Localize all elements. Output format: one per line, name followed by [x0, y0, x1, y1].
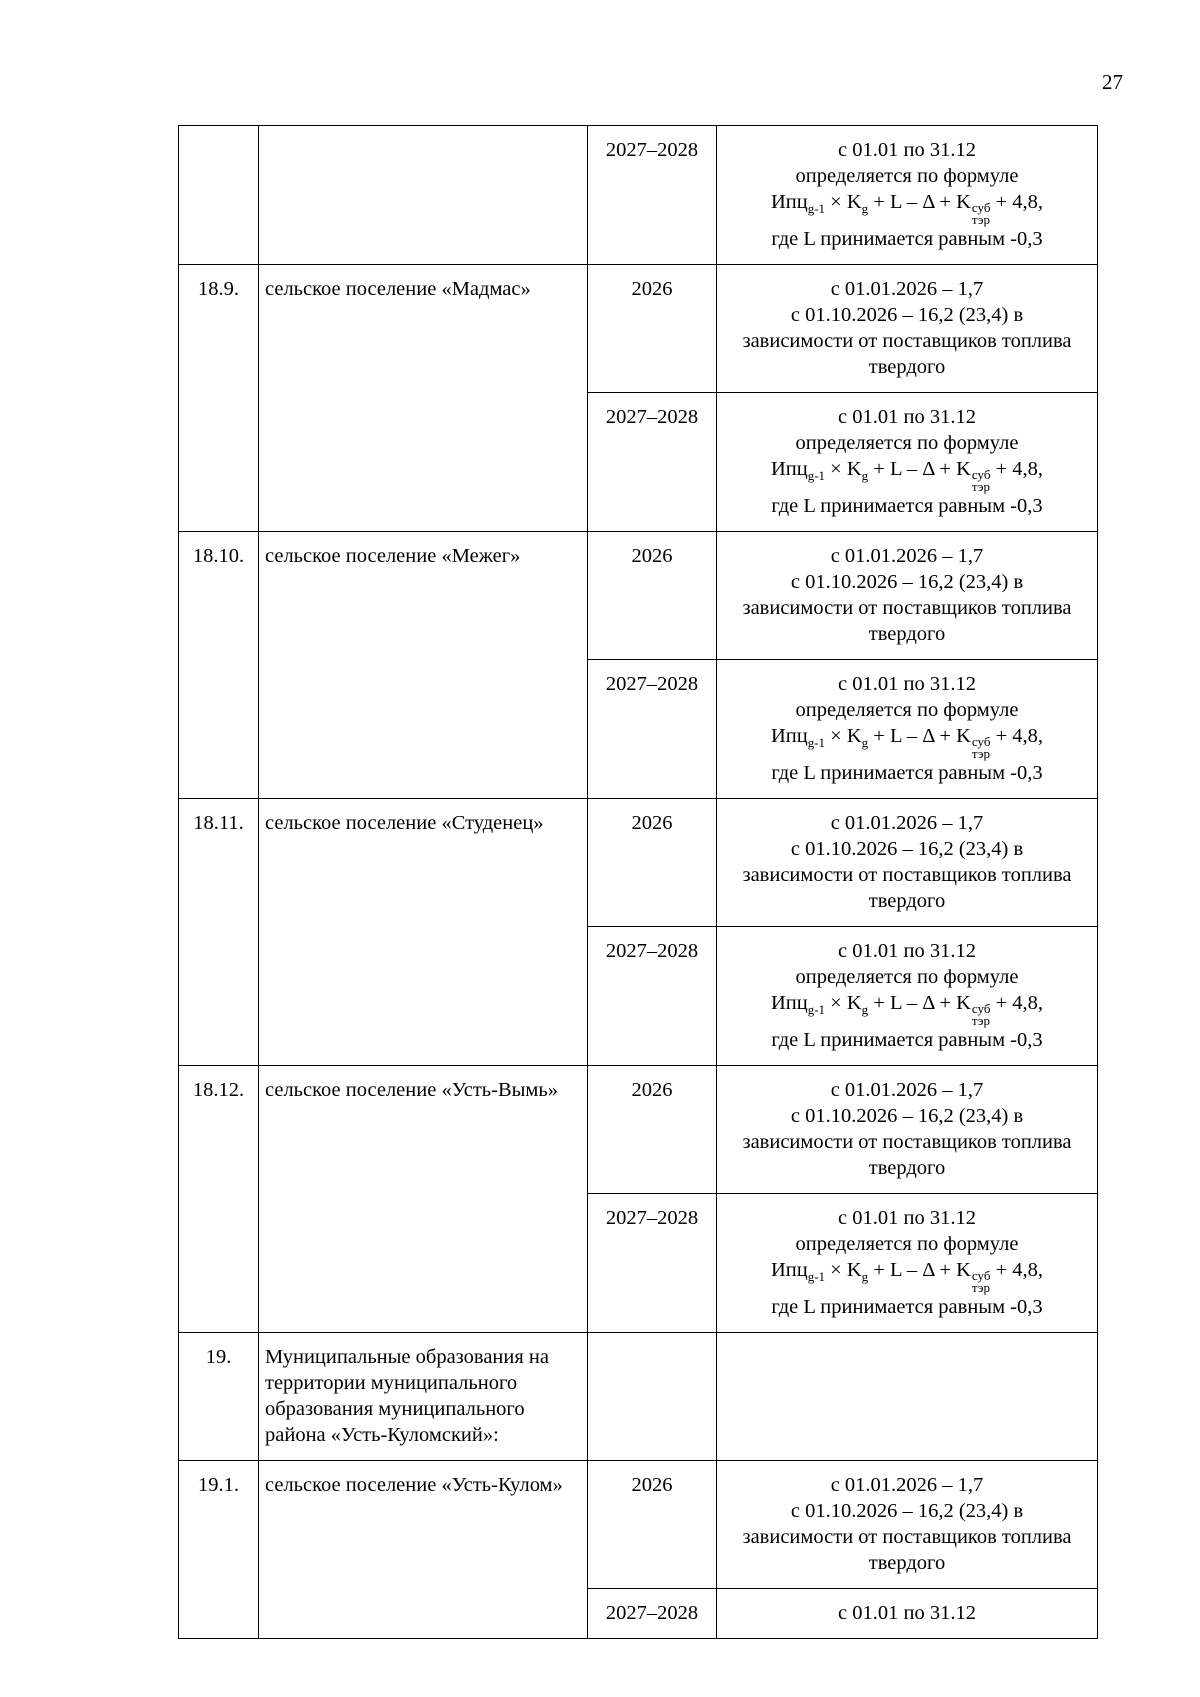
settlement-name-cell: сельское поселение «Усть-Вымь» [259, 1066, 588, 1333]
settlement-name-cell [259, 126, 588, 265]
value-line: определяется по формуле [795, 165, 1019, 187]
value-cell: с 01.01.2026 – 1,7 с 01.10.2026 – 16,2 (23,4) в зависимости от поставщиков топлива твердого [717, 532, 1098, 660]
year-cell [588, 1333, 717, 1461]
year-cell: 2027–2028 [588, 1194, 717, 1333]
year-cell: 2027–2028 [588, 1589, 717, 1639]
year-cell: 2026 [588, 1461, 717, 1589]
table-row [179, 1333, 1098, 1461]
tariff-table [178, 125, 1098, 1639]
value-cell: с 01.01 по 31.12 определяется по формуле $Ипц_{g-1} \times K_g + L - \Delta + K$ суб тэр + 4,8, где L принимается равным -0,3 [717, 927, 1098, 1066]
year-cell: 2026 [588, 265, 717, 393]
row-number-cell: 19.1. [179, 1461, 259, 1639]
value-cell: с 01.01 по 31.12 [717, 1589, 1098, 1639]
formula: $Ипц_{g-1} \times K_g + L - \Delta + K$ суб тэр + 4,8, [770, 1259, 1044, 1295]
value-cell: с 01.01 по 31.12 определяется по формуле $Ипц_{g-1} \times K_g + L - \Delta + K$ суб тэр + 4,8, где L принимается равным -0,3 [717, 393, 1098, 532]
year-cell: 2027–2028 [588, 126, 717, 265]
year-cell: 2026 [588, 1066, 717, 1194]
formula: $Ипц_{g-1} \times K_g + L - \Delta + K$ суб тэр + 4,8, [770, 458, 1044, 494]
row-number-cell: 18.11. [179, 799, 259, 1066]
value-cell [717, 126, 1098, 265]
year-cell: 2026 [588, 799, 717, 927]
settlement-name-cell: сельское поселение «Межег» [259, 532, 588, 799]
table-row [179, 265, 1098, 393]
table-row [179, 532, 1098, 660]
settlement-name-cell: сельское поселение «Студенец» [259, 799, 588, 1066]
year-cell: 2027–2028 [588, 927, 717, 1066]
value-cell: с 01.01.2026 – 1,7 с 01.10.2026 – 16,2 (23,4) в зависимости от поставщиков топлива твердого [717, 1461, 1098, 1589]
year-cell: 2026 [588, 532, 717, 660]
formula: $Ипц_{g-1} \times K_g + L - \Delta + K$ суб тэр + 4,8, [770, 191, 1044, 227]
table-row [179, 126, 1098, 265]
year-cell: 2027–2028 [588, 660, 717, 799]
value-cell [717, 1333, 1098, 1461]
row-number-cell: 18.12. [179, 1066, 259, 1333]
formula: $Ипц_{g-1} \times K_g + L - \Delta + K$ суб тэр + 4,8, [770, 992, 1044, 1028]
row-number-cell: 18.10. [179, 532, 259, 799]
value-cell: с 01.01.2026 – 1,7 с 01.10.2026 – 16,2 (23,4) в зависимости от поставщиков топлива твердого [717, 799, 1098, 927]
table-row [179, 1461, 1098, 1589]
table-row [179, 799, 1098, 927]
value-cell: с 01.01 по 31.12 определяется по формуле $Ипц_{g-1} \times K_g + L - \Delta + K$ суб тэр + 4,8, где L принимается равным -0,3 [717, 1194, 1098, 1333]
value-cell: с 01.01.2026 – 1,7 с 01.10.2026 – 16,2 (23,4) в зависимости от поставщиков топлива твердого [717, 265, 1098, 393]
page-number: 27 [1102, 70, 1123, 94]
value-line: где L принимается равным -0,3 [771, 228, 1043, 250]
value-cell: с 01.01.2026 – 1,7 с 01.10.2026 – 16,2 (23,4) в зависимости от поставщиков топлива твердого [717, 1066, 1098, 1194]
table-row [179, 1066, 1098, 1194]
district-name-cell: Муниципальные образования на территории муниципального образования муниципального района «Усть-Куломский»: [259, 1333, 588, 1461]
value-cell: с 01.01 по 31.12 определяется по формуле $Ипц_{g-1} \times K_g + L - \Delta + K$ суб тэр + 4,8, где L принимается равным -0,3 [717, 660, 1098, 799]
row-number-cell: 18.9. [179, 265, 259, 532]
formula: $Ипц_{g-1} \times K_g + L - \Delta + K$ суб тэр + 4,8, [770, 725, 1044, 761]
value-line: с 01.01 по 31.12 [838, 139, 976, 161]
row-number-cell [179, 126, 259, 265]
row-number-cell: 19. [179, 1333, 259, 1461]
year-cell: 2027–2028 [588, 393, 717, 532]
settlement-name-cell: сельское поселение «Мадмас» [259, 265, 588, 532]
settlement-name-cell: сельское поселение «Усть-Кулом» [259, 1461, 588, 1639]
